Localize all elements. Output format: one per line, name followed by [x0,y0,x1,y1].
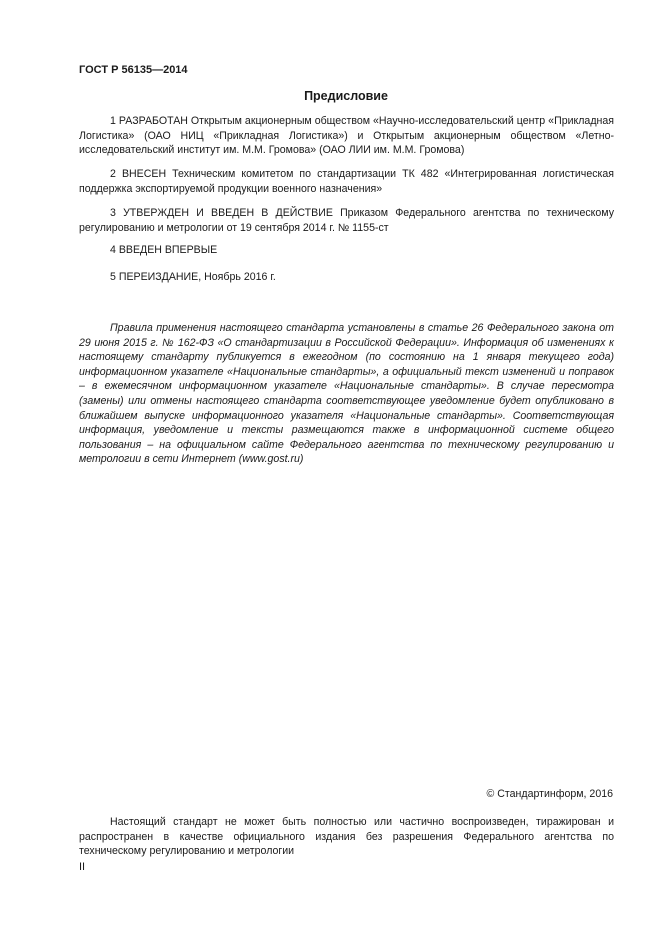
preface-item-reissue: 5 ПЕРЕИЗДАНИЕ, Ноябрь 2016 г. [110,271,276,283]
rules-note: Правила применения настоящего стандарта установлены в статье 26 Федерального закона от 29 июня 2015 г. № 162-ФЗ «О стандартизации в Российской Федерации». Информация об изменениях к настоящему стандарту публикуется в ежегодном (по состоянию на 1 января текущего года) информационном указателе «Национальные стандарты», а официальный текст изменений и поправок – в ежемесячном информационном указателе «Национальные стандарты». В случае пересмотра (замены) или отмены настоящего стандарта соответствующее уведомление будет опубликовано в ближайшем выпуске информационного указателя «Национальные стандарты». Соответствующая информация, уведомление и тексты размещаются также в информационной системе общего пользования – на официальном сайте Федерального агентства по техническому регулированию и метрологии в сети Интернет (www.gost.ru) [79,322,614,466]
page-number: II [79,861,86,873]
preface-item-developed: 1 РАЗРАБОТАН Открытым акционерным обществом «Научно-исследовательский центр «Прикладная Логистика» (ОАО НИЦ «Прикладная Логистика») и Открытым акционерным обществом «Летно-исследовательский институт им. М.М. Громова» (ОАО ЛИИ им. М.М. Громова) [79,115,614,157]
preface-item-introduced: 4 ВВЕДЕН ВПЕРВЫЕ [110,244,218,256]
reproduction-notice: Настоящий стандарт не может быть полностью или частично воспроизведен, тиражирован и распространен в качестве официального издания без разрешения Федерального агентства по техническому регулированию и метрологии [79,816,614,858]
document-header: ГОСТ Р 56135—2014 [79,64,188,76]
preface-item-approved: 3 УТВЕРЖДЕН И ВВЕДЕН В ДЕЙСТВИЕ Приказом Федерального агентства по техническому регулированию и метрологии от 19 сентября 2014 г. № 1155-ст [79,207,614,234]
copyright: © Стандартинформ, 2016 [486,788,613,800]
preface-item-submitted: 2 ВНЕСЕН Техническим комитетом по стандартизации ТК 482 «Интегрированная логистическая поддержка экспортируемой продукции военного назначения» [79,168,614,195]
page-title: Предисловие [304,89,388,103]
